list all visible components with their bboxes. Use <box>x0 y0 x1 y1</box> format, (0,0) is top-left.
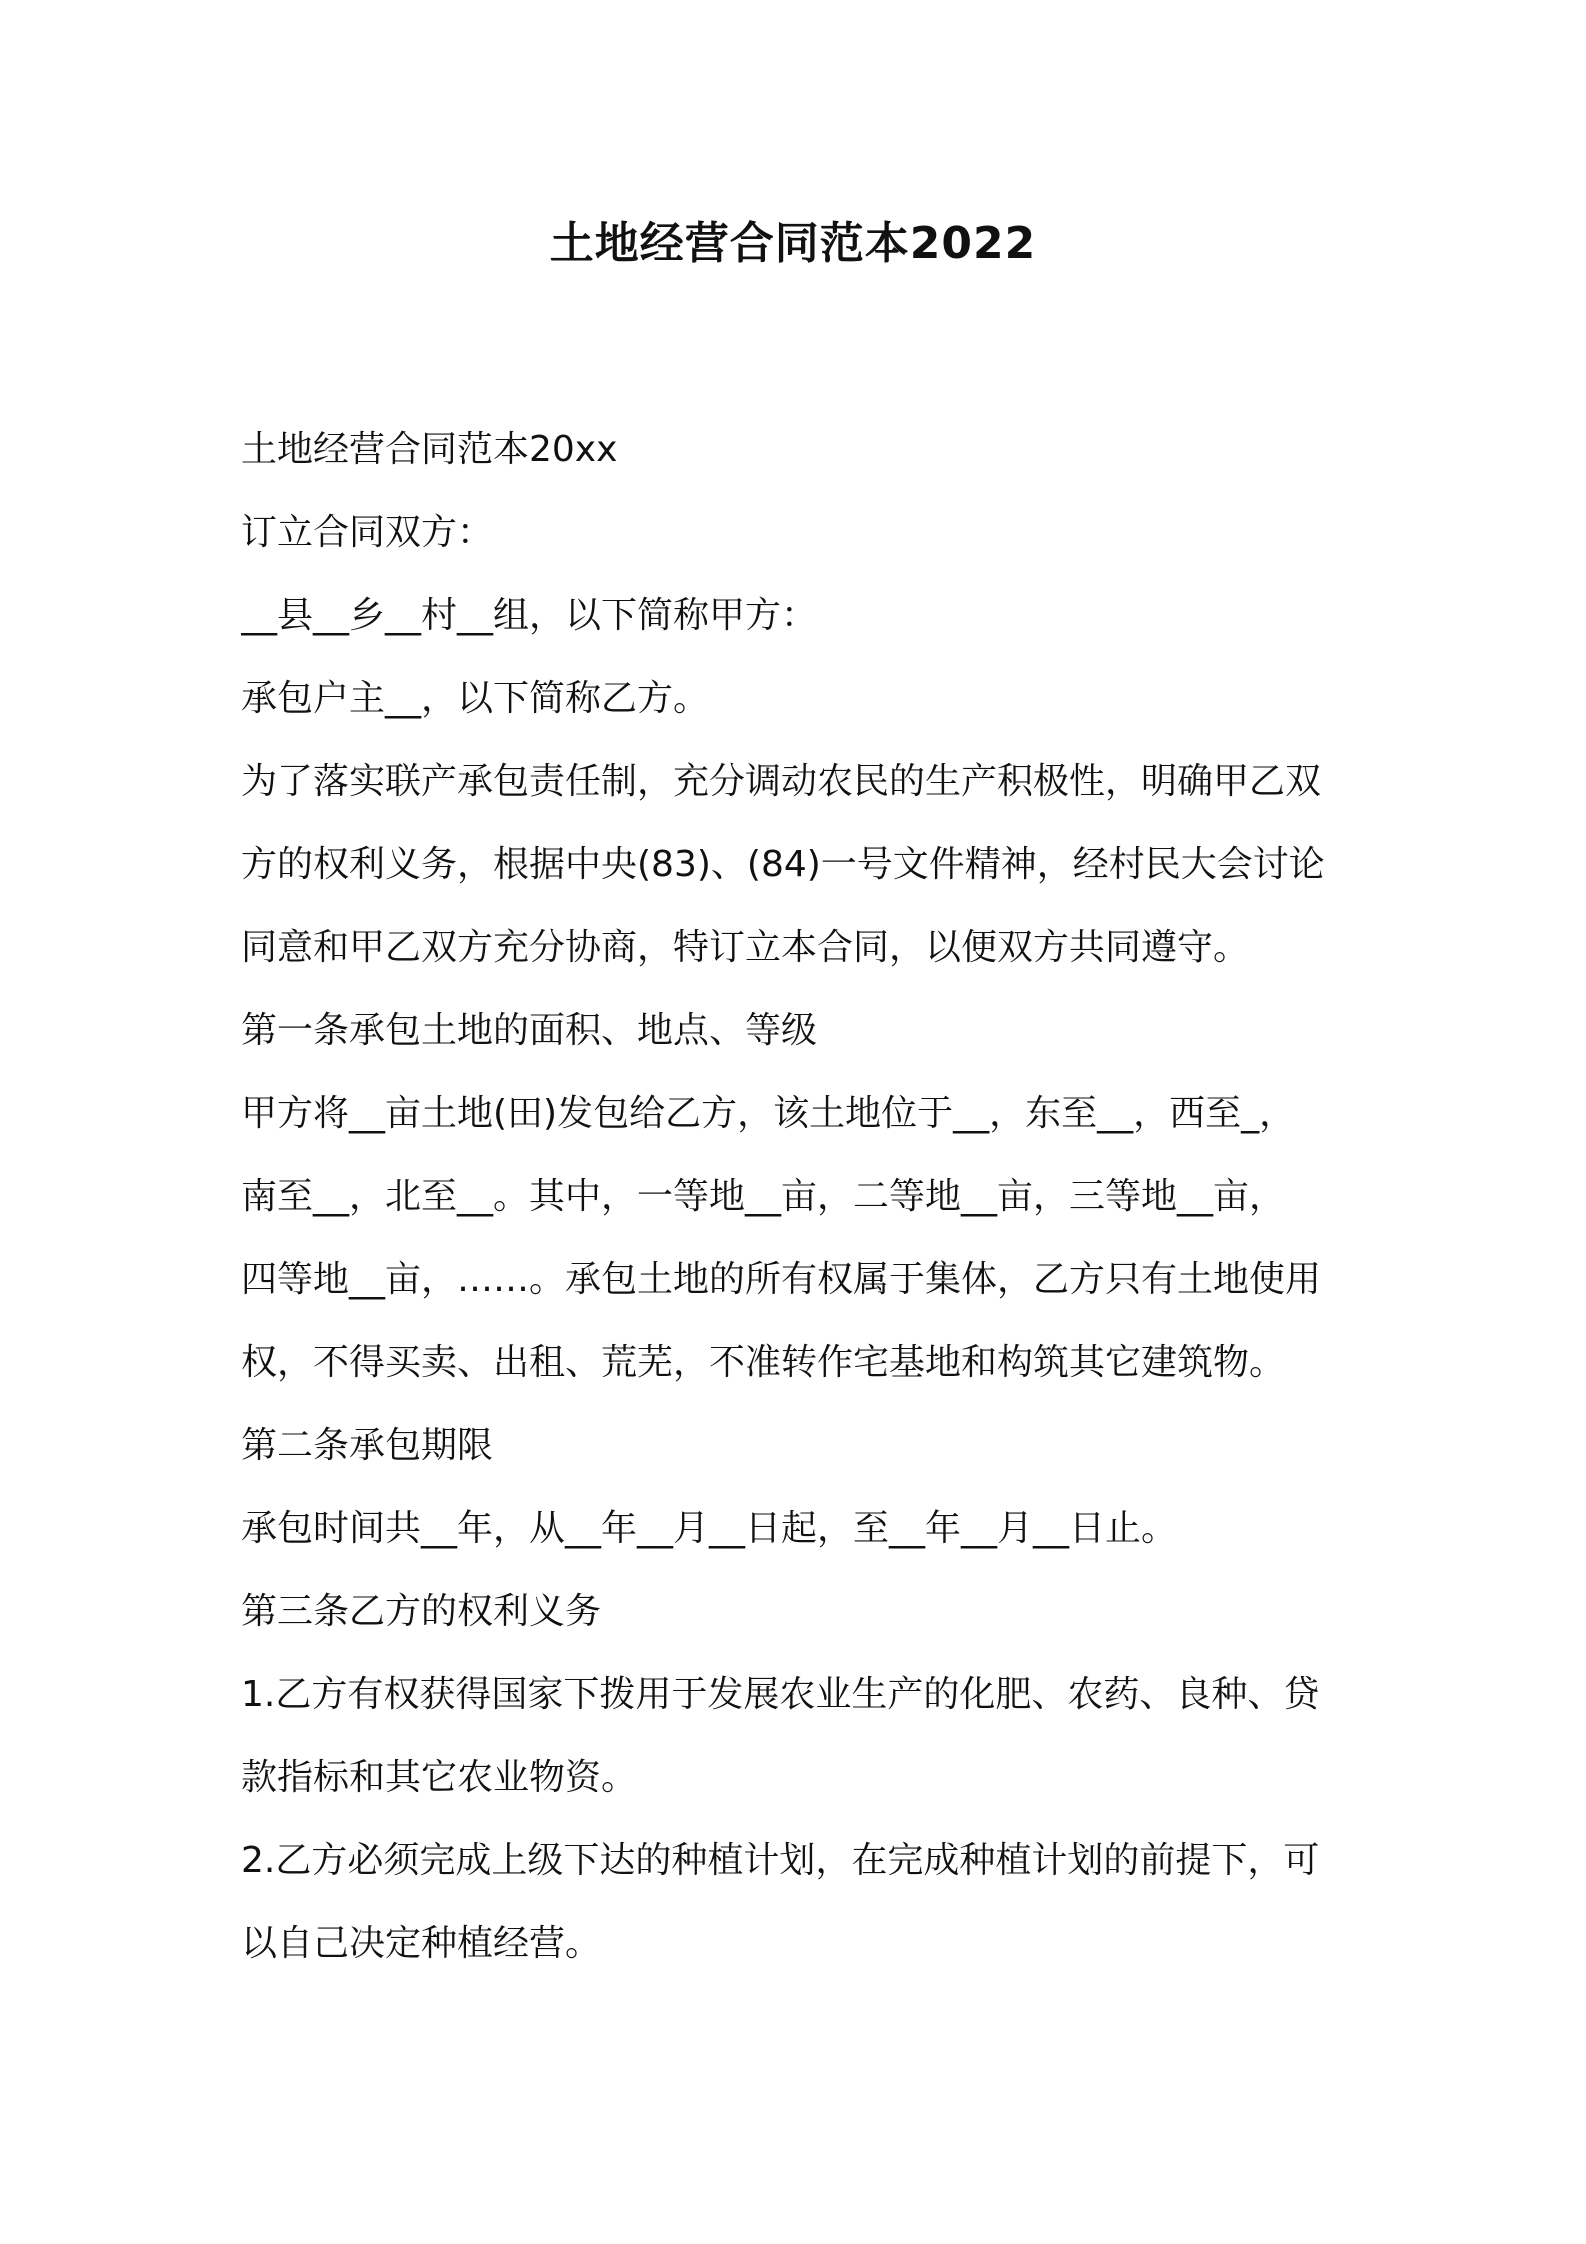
body-line-article-1-text-3: 四等地__亩，……。承包土地的所有权属于集体，乙方只有土地使用 <box>241 1259 1322 1300</box>
body-line-article-3-item-2a: 2.乙方必须完成上级下达的种植计划，在完成种植计划的前提下，可 <box>241 1840 1320 1881</box>
body-line-article-1-text-4: 权，不得买卖、出租、荒芜，不准转作宅基地和构筑其它建筑物。 <box>241 1342 1286 1383</box>
body-line-article-1-heading: 第一条承包土地的面积、地点、等级 <box>241 1010 818 1051</box>
body-line-subtitle: 土地经营合同范本20xx <box>241 429 618 470</box>
body-line-article-3-heading: 第三条乙方的权利义务 <box>241 1591 602 1632</box>
body-line-article-2-text: 承包时间共__年，从__年__月__日起，至__年__月__日止。 <box>241 1508 1178 1549</box>
body-line-article-3-item-1b: 款指标和其它农业物资。 <box>241 1757 638 1798</box>
body-line-party-b: 承包户主__，以下简称乙方。 <box>241 678 710 719</box>
body-line-article-2-heading: 第二条承包期限 <box>241 1425 494 1466</box>
body-line-preamble-1: 为了落实联产承包责任制，充分调动农民的生产积极性，明确甲乙双 <box>241 761 1322 802</box>
body-line-preamble-2: 方的权利义务，根据中央(83)、(84)一号文件精神，经村民大会讨论 <box>241 844 1325 885</box>
document-body <box>241 408 1361 1985</box>
body-line-parties-heading: 订立合同双方： <box>241 512 494 553</box>
body-line-party-a: __县__乡__村__组，以下简称甲方： <box>241 595 818 636</box>
body-line-article-1-text-1: 甲方将__亩土地(田)发包给乙方，该土地位于__，东至__，西至_， <box>241 1093 1296 1134</box>
body-line-article-3-item-2b: 以自己决定种植经营。 <box>241 1923 602 1964</box>
body-line-article-1-text-2: 南至__，北至__。其中，一等地__亩，二等地__亩，三等地__亩， <box>241 1176 1286 1217</box>
body-line-preamble-3: 同意和甲乙双方充分协商，特订立本合同，以便双方共同遵守。 <box>241 927 1250 968</box>
body-line-article-3-item-1a: 1.乙方有权获得国家下拨用于发展农业生产的化肥、农药、良种、贷 <box>241 1674 1320 1715</box>
document-title: 土地经营合同范本2022 <box>549 218 1037 269</box>
